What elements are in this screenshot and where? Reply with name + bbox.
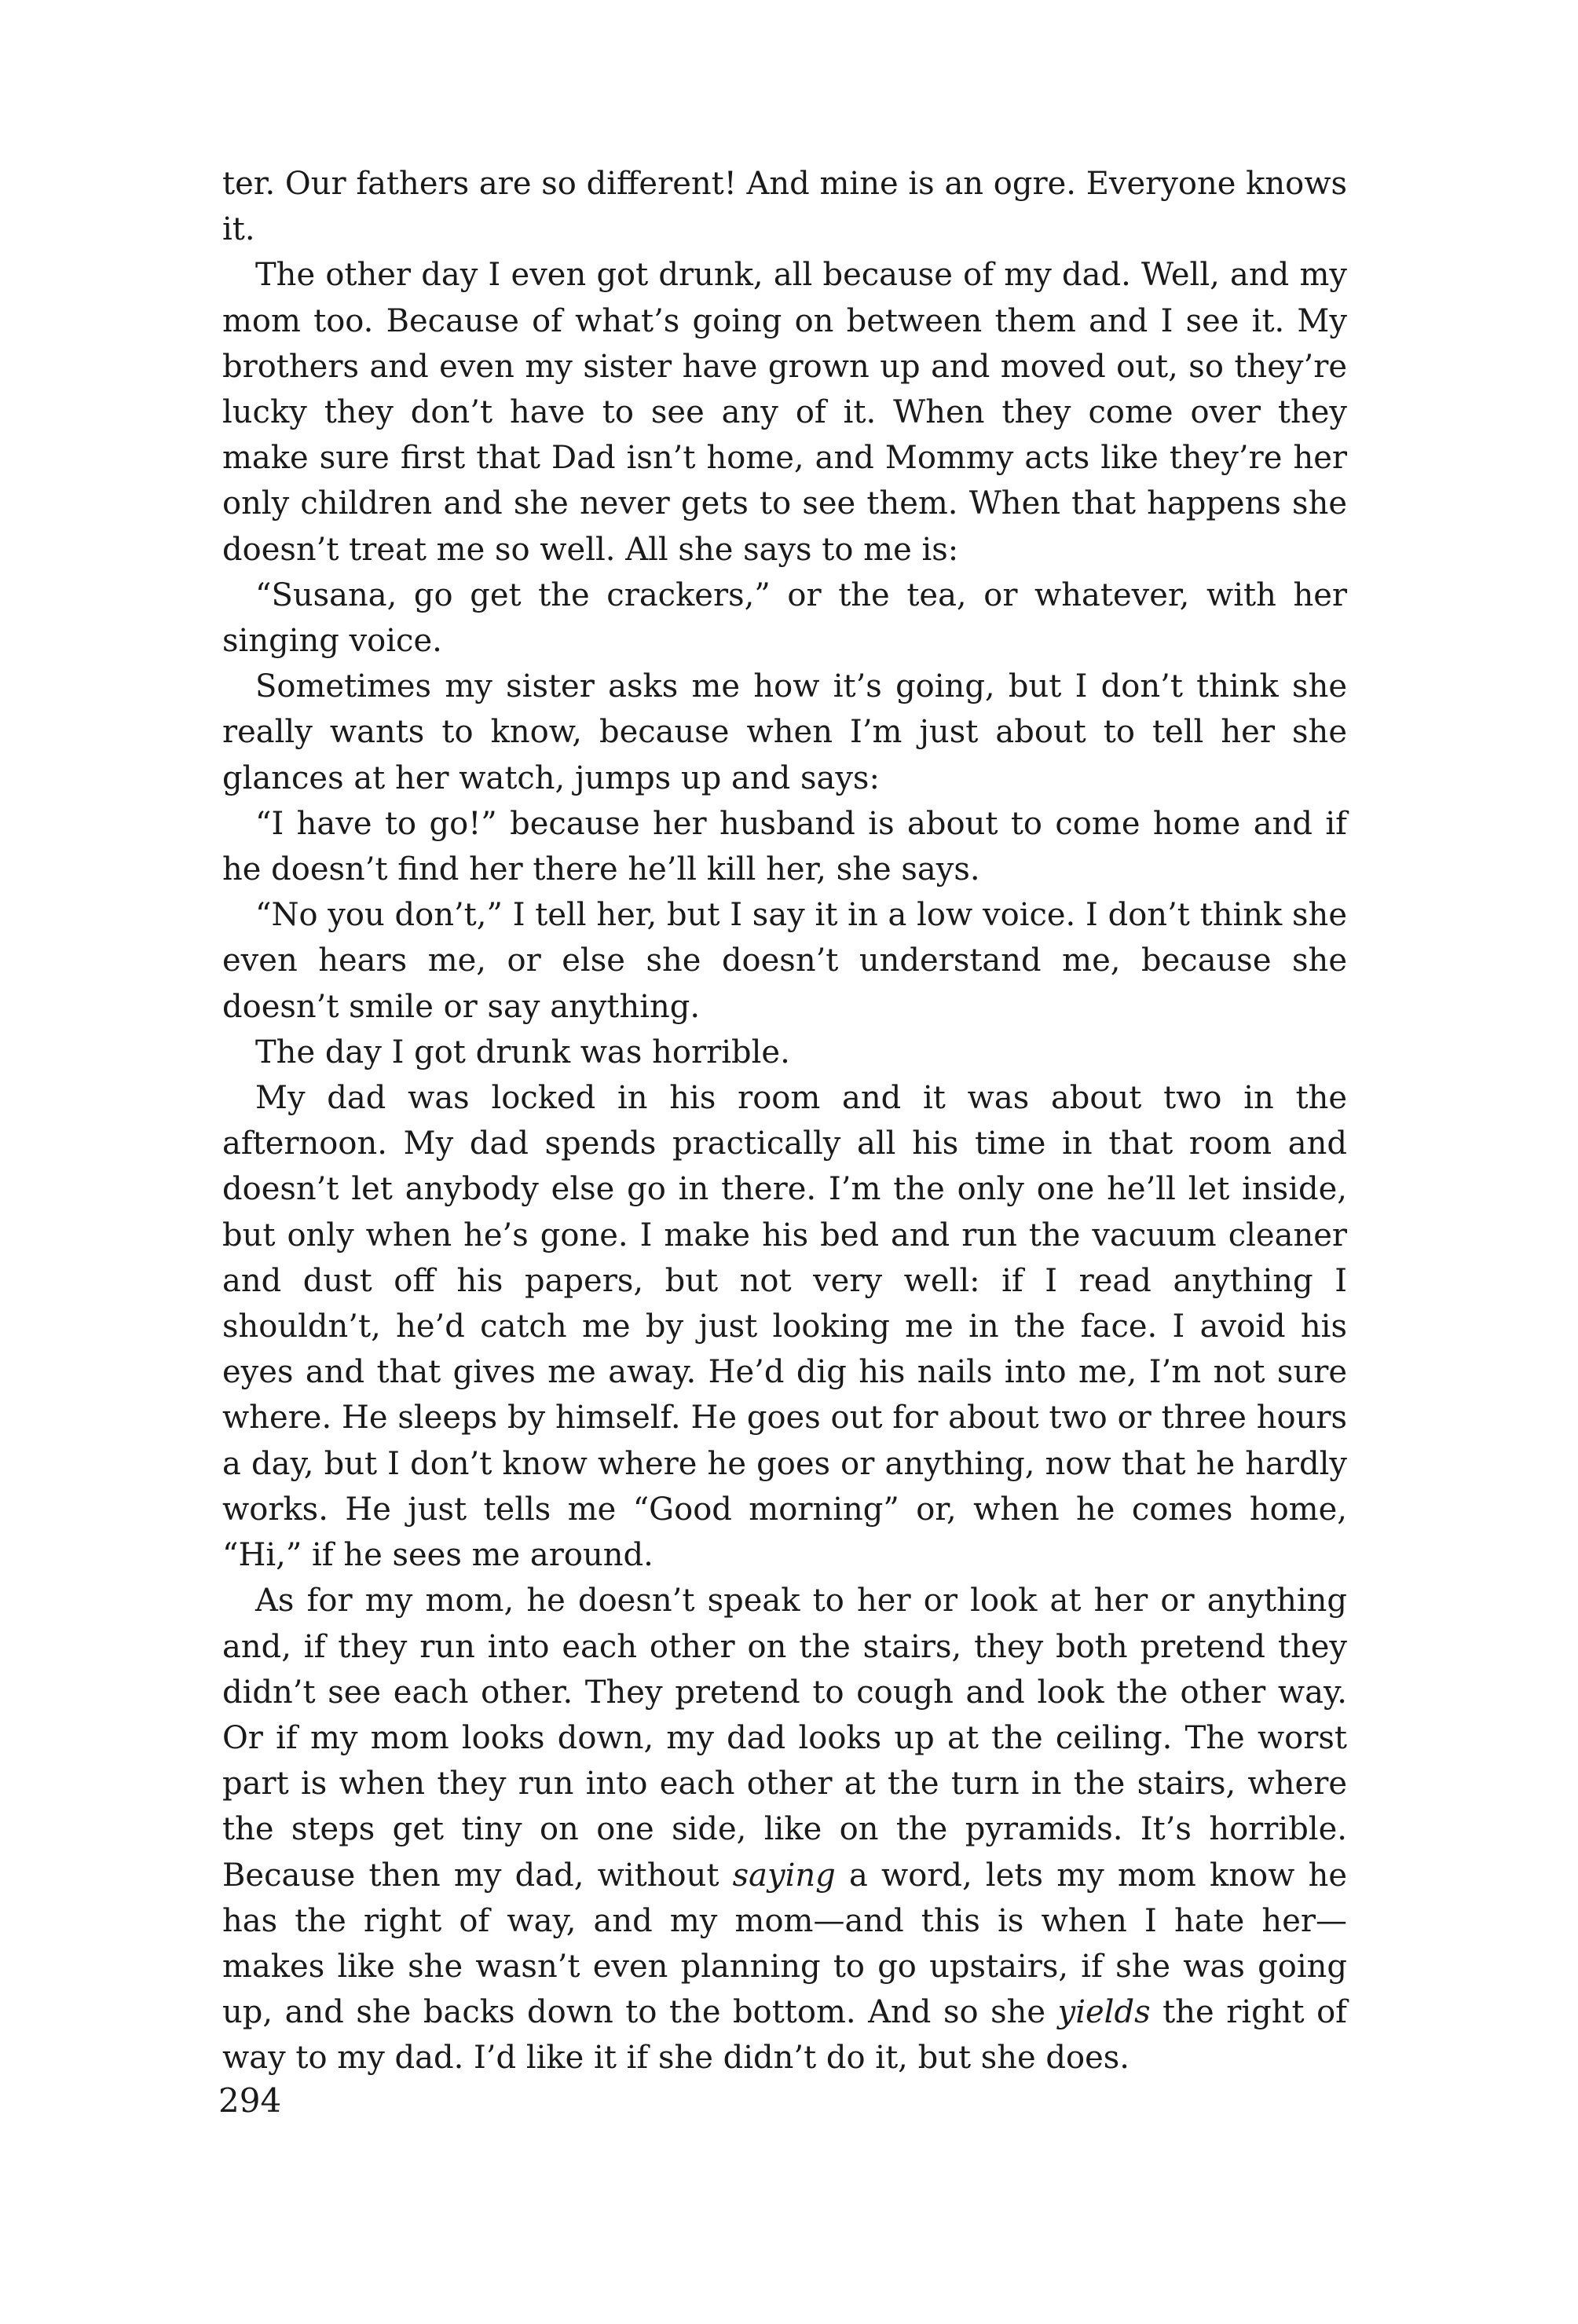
- paragraph: My dad was locked in his room and it was about two in the afternoon. My dad spends practically all his time in that room and doesn’t let anybody else go in there. I’m the only one he’ll let inside, but only when he’s gone. I make his bed and run the vacuum cleaner and dust off his papers, but not very well: if I read anything I shouldn’t, he’d catch me by just looking me in the face. I avoid his eyes and that gives me away. He’d dig his nails into me, I’m not sure where. He sleeps by himself. He goes out for about two or three hours a day, but I don’t know where he goes or anything, now that he hardly works. He just tells me “Good morning” or, when he comes home, “Hi,” if he sees me around.: [222, 1080, 1347, 1574]
- paragraph: Sometimes my sister asks me how it’s going, but I don’t think she really wants to know, because when I’m just about to tell her she glances at her watch, jumps up and says:: [222, 668, 1347, 796]
- body-text: [222, 161, 1347, 2081]
- paragraph: “Susana, go get the crackers,” or the tea, or whatever, with her singing voice.: [222, 576, 1347, 660]
- text-run: the right of way to my dad. I’d like it if she didn’t do it, but she does.: [222, 1994, 1347, 2077]
- paragraph-continuation: ter. Our fathers are so different! And mine is an ogre. Everyone knows it.: [222, 166, 1347, 248]
- paragraph: The other day I even got drunk, all because of my dad. Well, and my mom too. Because of what’s going on between them and I see it. My brothers and even my sister have grown up and moved out, so they’re lucky they don’t have to see any of it. When they come over they make sure first that Dad isn’t home, and Mommy acts like they’re her only children and she never gets to see them. When that happens she doesn’t treat me so well. All she says to me is:: [222, 257, 1347, 568]
- text-run: As for my mom, he doesn’t speak to her or look at her or anything and, if they run into each other on the stairs, they both pretend they didn’t see each other. They pretend to cough and look the other way. Or if my mom looks down, my dad looks up at the ceiling. The worst part is when they run into each other at the turn in the stairs, where the steps get tiny on one side, like on the pyramids. It’s horrible. Because then my dad, without: [222, 1583, 1347, 1894]
- paragraph: The day I got drunk was horrible.: [255, 1034, 790, 1071]
- italic-text: saying: [732, 1857, 836, 1894]
- paragraph-final: [222, 1578, 1347, 2081]
- page-number: 294: [218, 2081, 282, 2120]
- text-run: a word, lets my mom know he has the right of way, and my mom—and this is when I hate her—makes like she wasn’t even planning to go upstairs, if she was going up, and she backs down to the bottom. And so she: [222, 1857, 1347, 2031]
- paragraph: “I have to go!” because her husband is about to come home and if he doesn’t find her there he’ll kill her, she says.: [222, 805, 1347, 888]
- paragraph: “No you don’t,” I tell her, but I say it in a low voice. I don’t think she even hears me, or else she doesn’t understand me, because she doesn’t smile or say anything.: [222, 897, 1347, 1025]
- italic-text: yields: [1057, 1994, 1151, 2031]
